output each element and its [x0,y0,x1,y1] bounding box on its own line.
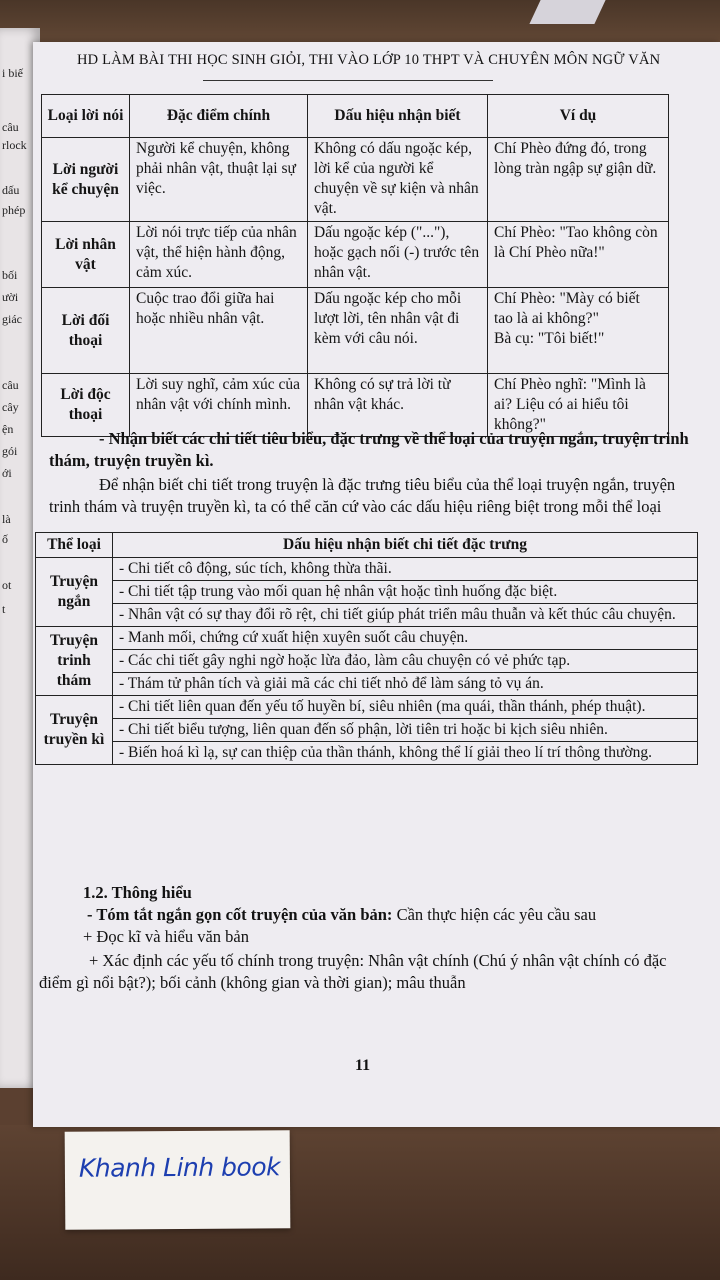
example-cell: Chí Phèo nghĩ: "Mình là ai? Liệu có ai hiểu tôi không?" [488,374,669,437]
column-header: Dấu hiệu nhận biết chi tiết đặc trưng [113,533,698,558]
speech-type-cell: Lời đối thoại [42,288,130,374]
identify-paragraph: Để nhận biết chi tiết trong truyện là đặc trưng tiêu biểu của thể loại truyện ngắn, truyện trinh thám và truyện truyền kì, ta có thể căn cứ vào các dấu hiệu riêng biệt trong mỗi thể loại [49,475,676,516]
column-header: Dấu hiệu nhận biết [308,95,488,138]
fragment: ới [2,466,12,480]
example-line: Bà cụ: "Tôi biết!" [494,330,605,347]
table-row [42,288,669,374]
fragment: câu [2,378,19,392]
column-header: Đặc điểm chính [130,95,308,138]
fragment: gói [2,444,18,458]
summary-line [49,904,709,926]
table-row [42,138,669,222]
feature-cell: Cuộc trao đổi giữa hai hoặc nhiều nhân vật. [130,288,308,374]
table-row [42,222,669,288]
table-row [36,604,698,627]
fragment: câu [2,120,19,134]
speech-type-cell: Lời người kể chuyện [42,138,130,222]
table-row [36,581,698,604]
table-row [36,558,698,581]
table-header-row [42,95,669,138]
fragment: ện [2,422,14,436]
detail-cell: - Biến hoá kì lạ, sự can thiệp của thần thánh, không thể lí giải theo lí trí thông thường. [113,742,698,765]
summary-rest: Cần thực hiện các yêu cầu sau [392,905,597,924]
example-cell: Chí Phèo: "Tao không còn là Chí Phèo nữa!" [488,222,669,288]
sign-cell: Không có sự trả lời từ nhân vật khác. [308,374,488,437]
fragment: ot [2,578,12,592]
page-corner [529,0,605,24]
summary-bold: - Tóm tắt ngắn gọn cốt truyện của văn bản: [87,905,393,924]
genre-cell: Truyện truyền kì [36,696,113,765]
column-header: Loại lời nói [42,95,130,138]
detail-cell: - Chi tiết tập trung vào mối quan hệ nhân vật hoặc tình huống đặc biệt. [113,581,698,604]
detail-cell: - Chi tiết cô động, súc tích, không thừa thãi. [113,558,698,581]
book-page [33,42,720,1127]
identify-heading: - Nhận biết các chi tiết tiêu biểu, đặc trưng về thể loại của truyện ngắn, truyện trinh thám, truyện truyền kì. [49,429,689,470]
running-header: HD LÀM BÀI THI HỌC SINH GIỎI, THI VÀO LỚP 10 THPT VÀ CHUYÊN MÔN NGỮ VĂN [77,52,661,68]
fragment: ố [2,532,8,546]
table-row [36,696,698,719]
fragment: cây [2,400,19,414]
speech-types-table [41,94,669,437]
fragment: rlock [2,138,27,152]
column-header: Ví dụ [488,95,669,138]
detail-cell: - Thám tử phân tích và giải mã các chi tiết nhỏ để làm sáng tỏ vụ án. [113,673,698,696]
example-cell: Chí Phèo đứng đó, trong lòng tràn ngập sự giận dữ. [488,138,669,222]
table-row [36,650,698,673]
section-title: 1.2. Thông hiểu [83,883,192,902]
detail-cell: - Manh mối, chứng cứ xuất hiện xuyên suốt câu chuyện. [113,627,698,650]
step-one: + Đọc kĩ và hiểu văn bản [83,927,250,946]
example-cell [488,288,669,374]
fragment: ười [2,290,19,304]
feature-cell: Người kể chuyện, không phải nhân vật, thuật lại sự việc. [130,138,308,222]
feature-cell: Lời nói trực tiếp của nhân vật, thể hiện hành động, cảm xúc. [130,222,308,288]
sticky-note [65,1130,291,1230]
table-row [36,673,698,696]
step-two: + Xác định các yếu tố chính trong truyện: Nhân vật chính (Chú ý nhân vật chính có đặc điểm gì nổi bật?); bối cảnh (không gian và thời gian); mâu thuẫn [39,951,667,992]
speech-type-cell: Lời nhân vật [42,222,130,288]
fragment: bối [2,268,18,282]
feature-cell: Lời suy nghĩ, cảm xúc của nhân vật với chính mình. [130,374,308,437]
sign-cell: Dấu ngoặc kép ("..."), hoặc gạch nối (-) trước tên nhân vật. [308,222,488,288]
fragment: i biế [2,66,23,80]
fragment: là [2,512,11,526]
detail-cell: - Chi tiết biểu tượng, liên quan đến số phận, lời tiên tri hoặc bi kịch siêu nhiên. [113,719,698,742]
genre-cell: Truyện ngắn [36,558,113,627]
detail-cell: - Chi tiết liên quan đến yếu tố huyền bí, siêu nhiên (ma quái, thần thánh, phép thuật). [113,696,698,719]
table-row [36,627,698,650]
column-header: Thể loại [36,533,113,558]
table-header-row [36,533,698,558]
note-handwriting: Khanh Linh book [78,1152,281,1183]
fragment: dấu [2,183,20,197]
genre-details-table [35,532,698,765]
speech-type-cell: Lời độc thoại [42,374,130,437]
detail-cell: - Các chi tiết gây nghi ngờ hoặc lừa đảo, làm câu chuyện có vẻ phức tạp. [113,650,698,673]
table-row [36,719,698,742]
sign-cell: Không có dấu ngoặc kép, lời kể của người kể chuyện về sự kiện và nhân vật. [308,138,488,222]
genre-cell: Truyện trinh thám [36,627,113,696]
fragment: phép [2,203,26,217]
example-line: Chí Phèo: "Mày có biết tao là ai không?" [494,290,640,327]
detail-cell: - Nhân vật có sự thay đổi rõ rệt, chi tiết giúp phát triển mâu thuẫn và kết thúc câu chuyện. [113,604,698,627]
sign-cell: Dấu ngoặc kép cho mỗi lượt lời, tên nhân vật đi kèm với câu nói. [308,288,488,374]
table-row [36,742,698,765]
fragment: t [2,602,6,616]
header-underline [203,80,493,81]
page-number: 11 [355,1057,371,1074]
fragment: giác [2,312,22,326]
